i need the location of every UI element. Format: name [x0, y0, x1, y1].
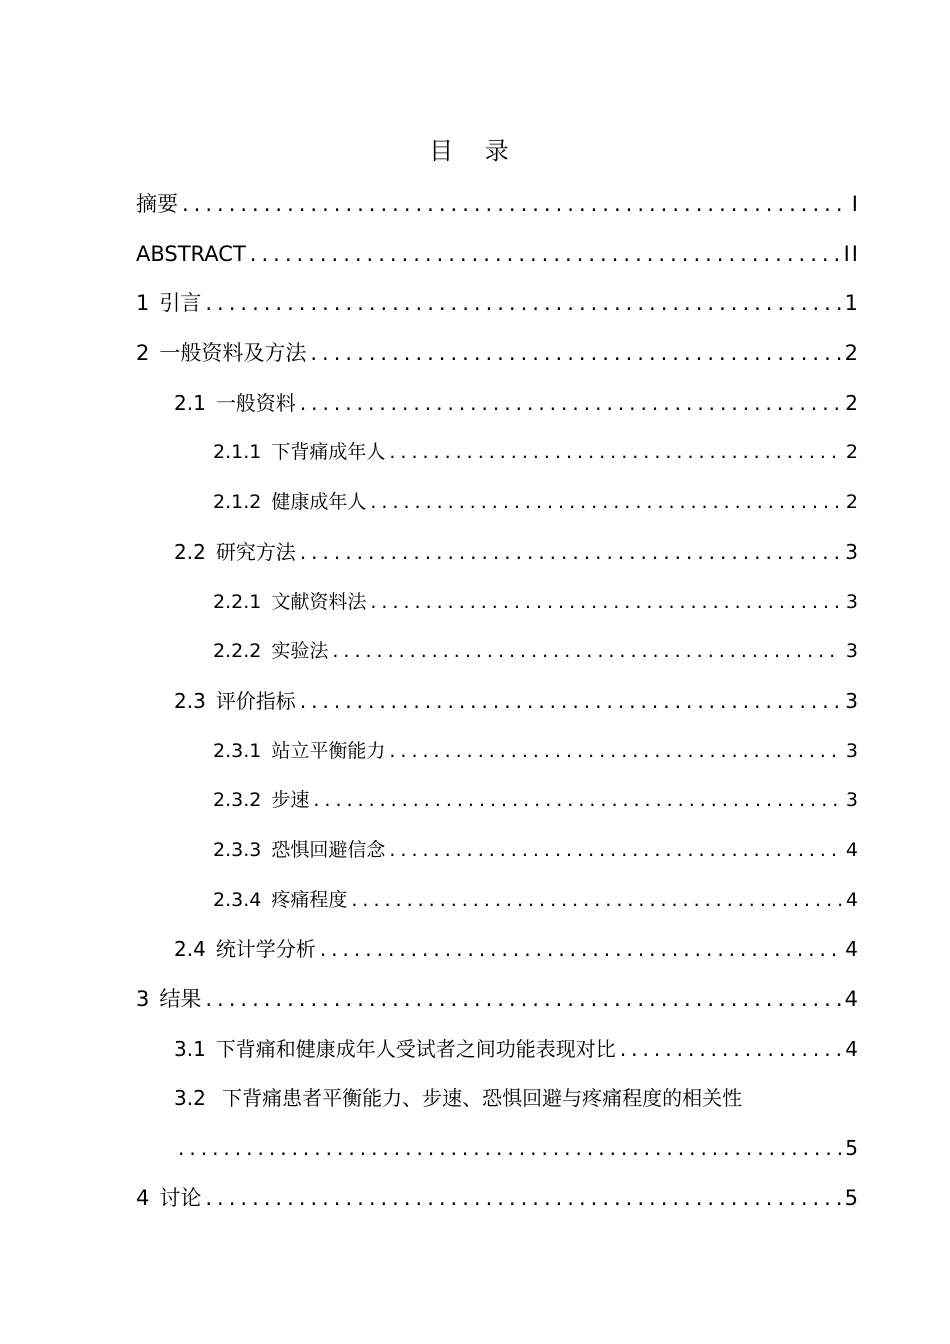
toc-entry-2-3-3[interactable] — [136, 826, 860, 876]
toc-entry-2-2-1[interactable] — [136, 578, 860, 628]
toc-leader — [389, 727, 842, 777]
toc-entry-line — [174, 1124, 860, 1174]
toc-entry-number: 2.2.2 — [213, 640, 262, 663]
toc-entry-page: 4 — [845, 838, 860, 861]
toc-entry-number: 2.3 — [174, 688, 206, 713]
toc-entry-number: 3.2 — [174, 1086, 206, 1111]
toc-entry-label: 下背痛成年人 — [271, 441, 386, 464]
toc-entry-2-1[interactable] — [136, 379, 860, 429]
toc-entry-2-3-4[interactable] — [136, 876, 860, 926]
page-title: 目 录 — [429, 137, 521, 165]
toc-entry-number: 2.3.4 — [213, 888, 262, 911]
toc-entry-2-3[interactable] — [136, 677, 860, 727]
toc-entry-page: 4 — [845, 888, 860, 911]
toc-entry-page: 2 — [845, 390, 860, 415]
toc-leader — [370, 578, 842, 628]
toc-leader — [300, 528, 841, 578]
toc-entry-2-1-2[interactable] — [136, 478, 860, 528]
toc-entry-label: ABSTRACT — [136, 241, 246, 266]
toc-entry-3[interactable] — [136, 975, 860, 1025]
toc-entry-number: 1 — [136, 291, 150, 316]
toc-leader — [182, 180, 848, 230]
toc-entry-label: 疼痛程度 — [271, 888, 348, 911]
toc-entry-page: I — [851, 192, 860, 216]
toc-leader — [205, 1174, 840, 1224]
toc-entry-page: 3 — [845, 640, 860, 663]
toc-entry-number: 2.4 — [174, 937, 206, 962]
toc-entry-label: 统计学分析 — [215, 937, 316, 962]
toc-entry-label: 结果 — [159, 987, 202, 1011]
toc-entry-page: 3 — [845, 539, 860, 564]
toc-entry-number: 2 — [136, 341, 150, 366]
toc-leader — [205, 975, 840, 1025]
toc-entry-number: 2.2.1 — [213, 590, 262, 613]
toc-leader — [351, 876, 842, 926]
toc-entry-label: 实验法 — [271, 640, 329, 663]
toc-entry-page: 4 — [845, 937, 860, 962]
toc-entry-2-4[interactable] — [136, 925, 860, 975]
toc-leader — [389, 826, 842, 876]
toc-entry-label: 讨论 — [159, 1185, 202, 1210]
toc-entry-label: 引言 — [159, 291, 202, 316]
toc-entry-abstract-en[interactable] — [136, 230, 860, 280]
toc-entry-page: 1 — [844, 291, 860, 316]
toc-entry-label: 评价指标 — [215, 688, 296, 713]
toc-entry-number: 2.1 — [174, 390, 206, 415]
toc-entry-3-2[interactable] — [136, 1074, 860, 1173]
toc-entry-label: 步速 — [271, 789, 310, 812]
toc-entry-label: 一般资料 — [215, 390, 296, 415]
toc-entry-label: 恐惧回避信念 — [271, 838, 386, 861]
toc-entry-2-3-1[interactable] — [136, 727, 860, 777]
toc-entry-2-3-2[interactable] — [136, 776, 860, 826]
toc-entry-page: 4 — [844, 987, 860, 1011]
toc-entry-number: 2.1.2 — [213, 491, 262, 514]
toc-entry-number: 2.3.3 — [213, 838, 262, 861]
toc-leader — [250, 230, 840, 280]
toc-entry-page: 2 — [844, 341, 860, 366]
toc-leader — [178, 1124, 841, 1174]
toc-entry-label: 一般资料及方法 — [159, 341, 307, 366]
toc-entry-2[interactable] — [136, 329, 860, 379]
toc-entry-page: 3 — [845, 590, 860, 613]
toc-entry-page: 5 — [845, 1136, 860, 1161]
toc-entry-label: 健康成年人 — [271, 491, 367, 514]
toc-entry-label: 摘要 — [136, 192, 178, 216]
toc-entry-page: 5 — [844, 1185, 860, 1210]
toc-leader — [300, 379, 841, 429]
toc-entry-number: 2.3.2 — [213, 789, 262, 812]
toc-entry-1[interactable] — [136, 279, 860, 329]
toc-entry-abstract-cn[interactable] — [136, 180, 860, 230]
toc-leader — [310, 329, 840, 379]
toc-entry-label: 站立平衡能力 — [271, 739, 386, 762]
toc-leader — [370, 478, 842, 528]
toc-entry-label: 文献资料法 — [271, 590, 367, 613]
toc-entry-line — [174, 1074, 860, 1124]
toc-entry-page: 2 — [845, 441, 860, 464]
toc-leader — [389, 428, 842, 478]
toc-entry-number: 3 — [136, 987, 150, 1011]
toc-entry-3-1[interactable] — [136, 1025, 860, 1075]
toc-entry-page: 3 — [845, 789, 860, 812]
toc-entry-2-2[interactable] — [136, 528, 860, 578]
toc-entry-page: 3 — [845, 688, 860, 713]
toc-entry-page: 3 — [845, 739, 860, 762]
toc-leader — [313, 776, 842, 826]
toc-entry-number: 4 — [136, 1185, 150, 1210]
toc-entry-4[interactable] — [136, 1174, 860, 1224]
toc-leader — [205, 279, 840, 329]
toc-entry-label: 下背痛和健康成年人受试者之间功能表现对比 — [215, 1036, 616, 1061]
toc-entry-label: 下背痛患者平衡能力、步速、恐惧回避与疼痛程度的相关性 — [222, 1086, 743, 1111]
toc-leader — [332, 627, 842, 677]
toc-entry-number: 2.3.1 — [213, 739, 262, 762]
toc-entry-2-1-1[interactable] — [136, 428, 860, 478]
toc-entry-page: 4 — [845, 1036, 860, 1061]
table-of-contents — [136, 180, 860, 1223]
toc-entry-number: 2.1.1 — [213, 441, 262, 464]
toc-leader — [300, 677, 841, 727]
toc-entry-page: 2 — [845, 491, 860, 514]
toc-entry-page: II — [843, 241, 860, 266]
toc-entry-label: 研究方法 — [215, 539, 296, 564]
toc-leader — [320, 925, 841, 975]
toc-entry-number: 3.1 — [174, 1036, 206, 1061]
toc-entry-number: 2.2 — [174, 539, 206, 564]
toc-leader — [620, 1025, 841, 1075]
toc-entry-2-2-2[interactable] — [136, 627, 860, 677]
